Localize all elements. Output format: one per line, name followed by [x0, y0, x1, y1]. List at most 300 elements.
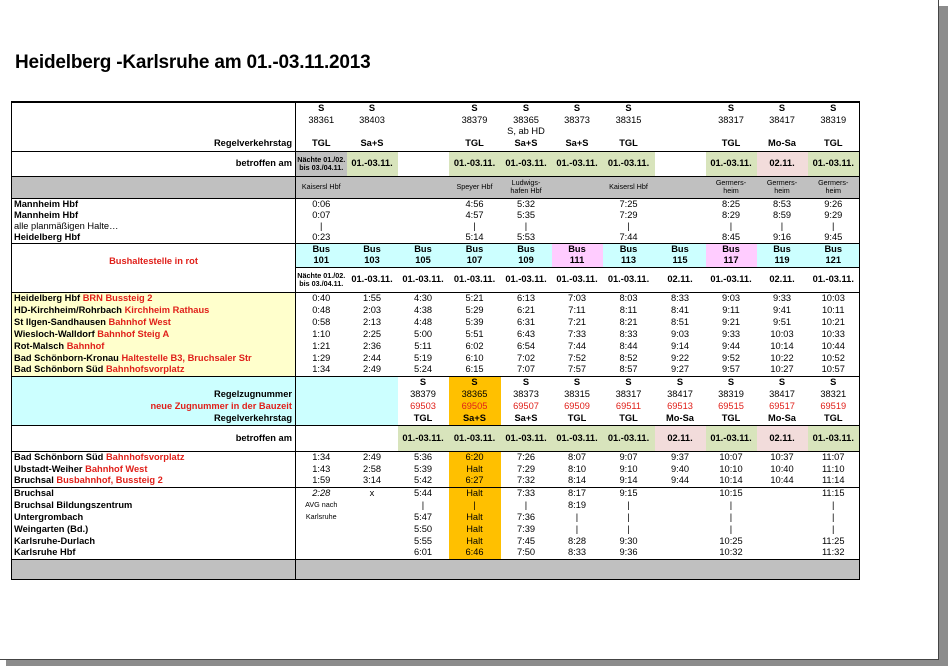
- time-value: |: [729, 523, 733, 534]
- time-value: 1:43: [312, 463, 331, 474]
- time-value: 10:32: [719, 547, 743, 558]
- time-value: 9:33: [757, 292, 808, 304]
- train-header-value: 38319: [718, 388, 744, 399]
- replacement-origin: Germers- heim: [808, 176, 860, 198]
- time-value: [757, 511, 808, 523]
- bus-label: Bus: [501, 243, 552, 255]
- train-type: S: [501, 102, 552, 114]
- time-value: 8:03: [603, 292, 655, 304]
- time-value: 5:53: [516, 231, 536, 242]
- replacement-origin: [552, 176, 603, 198]
- time-value: Halt: [449, 463, 501, 475]
- train-type: [398, 102, 449, 114]
- time-value: |: [627, 511, 630, 522]
- time-value: 9:45: [808, 232, 860, 244]
- time-value: 9:40: [670, 463, 690, 474]
- time-value: 5:32: [501, 198, 552, 210]
- time-value: |: [627, 220, 630, 231]
- time-value: 10:14: [770, 340, 794, 351]
- table-row: [12, 114, 860, 126]
- train-header-value: S: [501, 376, 552, 388]
- bus-number: 103: [347, 255, 398, 267]
- time-value: 9:30: [619, 535, 638, 546]
- bus-day: 01.-03.11.: [808, 267, 860, 292]
- affected-date: 01.-03.11.: [552, 151, 603, 176]
- time-value: 10:22: [770, 352, 794, 363]
- affected-date: 01.-03.11.: [603, 425, 655, 451]
- time-value: 10:57: [808, 364, 860, 376]
- train-header-value: S: [449, 376, 501, 388]
- train-type: S: [603, 102, 655, 114]
- time-value: 3:14: [362, 475, 382, 486]
- affected-date: [296, 425, 347, 451]
- train-header-value: 38417: [667, 388, 693, 399]
- train-header-value: S: [808, 376, 860, 388]
- station-label: Karlsruhe-Durlach: [14, 535, 96, 546]
- time-value: 5:36: [398, 451, 449, 463]
- train-header-value: 38315: [564, 388, 590, 399]
- replacement-origin: [655, 176, 706, 198]
- station-label: St Ilgen-Sandhausen: [14, 316, 106, 327]
- train-header-value: Mo-Sa: [655, 412, 706, 425]
- station-label: Bad Schönborn-Kronau: [14, 352, 119, 363]
- train-header-value: Sa+S: [449, 412, 501, 425]
- table-row: [12, 535, 860, 547]
- affected-date: 01.-03.11.: [706, 425, 757, 451]
- time-value: [347, 511, 398, 523]
- header-label: Regelverkehrstag: [12, 412, 296, 425]
- table-row: [12, 232, 860, 244]
- bus-label: Bus: [347, 243, 398, 255]
- time-value: 9:21: [721, 316, 741, 327]
- station-name: [12, 210, 296, 221]
- train-note: [398, 126, 449, 137]
- time-value: |: [473, 220, 476, 231]
- time-value: [398, 198, 449, 210]
- train-type: S: [296, 102, 347, 114]
- time-value: 7:26: [501, 451, 552, 463]
- time-value: 8:21: [619, 316, 638, 327]
- time-value: 5:29: [465, 304, 484, 315]
- time-value: [347, 547, 398, 559]
- time-value: 7:44: [567, 340, 587, 351]
- train-type: S: [757, 102, 808, 114]
- time-value: 9:36: [619, 547, 638, 558]
- time-value: |: [729, 220, 733, 231]
- table-cell: [12, 114, 296, 126]
- station-label: Karlsruhe Hbf: [14, 547, 76, 558]
- train-header-value: 69507: [513, 400, 539, 411]
- footer-bar: [449, 559, 501, 579]
- station-name: [12, 499, 296, 511]
- time-value: 7:07: [516, 364, 536, 375]
- bus-number: 111: [552, 255, 603, 267]
- time-value: 1:34: [296, 451, 347, 463]
- time-value: 1:10: [312, 328, 331, 339]
- time-value: |: [320, 220, 323, 231]
- bus-number: 107: [449, 255, 501, 267]
- train-header-value: TGL: [808, 412, 860, 425]
- affected-date: 01.-03.11.: [398, 425, 449, 451]
- time-value: 4:57: [465, 209, 484, 220]
- time-value: [655, 511, 706, 523]
- time-value: 0:40: [296, 292, 347, 304]
- train-header-value: S: [655, 376, 706, 388]
- time-value: 2:44: [362, 352, 382, 363]
- station-name: [12, 198, 296, 210]
- time-value: |: [524, 220, 528, 231]
- bus-stop-label: Busbahnhof, Bussteig 2: [56, 475, 163, 486]
- table-row: [12, 255, 860, 267]
- time-value: 5:39: [465, 316, 484, 327]
- table-row: [12, 316, 860, 328]
- train-note: [757, 126, 808, 137]
- time-value: 8:33: [567, 547, 587, 558]
- train-note: [347, 126, 398, 137]
- time-value: [655, 210, 706, 221]
- train-number: 38373: [564, 114, 590, 125]
- train-header-value: 38365: [449, 388, 501, 400]
- train-header-value: Mo-Sa: [757, 412, 808, 425]
- bus-day: 01.-03.11.: [706, 267, 757, 292]
- time-value: 0:23: [312, 231, 331, 242]
- time-value: 7:57: [567, 364, 587, 375]
- time-value: 9:14: [619, 475, 638, 486]
- time-value: 9:03: [670, 328, 690, 339]
- train-header-value: 38373: [513, 388, 539, 399]
- bus-day: Nächte 01./02. bis 03./04.11.: [296, 267, 347, 292]
- replacement-origin: Germers- heim: [706, 176, 757, 198]
- regel-day: TGL: [808, 137, 860, 151]
- bus-stop-label: Bahnhof Steig A: [97, 328, 170, 339]
- time-value: 9:22: [670, 352, 690, 363]
- time-value: 10:03: [808, 292, 860, 304]
- page-shadow-right: [939, 6, 948, 666]
- time-value: 6:46: [449, 547, 501, 559]
- bus-label: Bus: [296, 243, 347, 255]
- time-value: 10:14: [719, 475, 743, 486]
- bus-stop-label: Haltestelle B3, Bruchsaler Str: [121, 352, 252, 363]
- table-row: [12, 425, 860, 451]
- train-header-value: S: [398, 376, 449, 388]
- bus-number: 101: [296, 255, 347, 267]
- time-value: 8:19: [567, 499, 587, 510]
- station-name: [12, 511, 296, 523]
- time-value: [552, 198, 603, 210]
- train-header-value: [296, 412, 347, 425]
- station-label: Bad Schönborn Süd: [14, 451, 104, 462]
- affected-date: 02.11.: [757, 151, 808, 176]
- time-value: 7:33: [501, 487, 552, 499]
- time-value: [757, 547, 808, 559]
- train-header-value: 69509: [564, 400, 590, 411]
- train-header-value: S: [552, 376, 603, 388]
- time-value: [757, 487, 808, 499]
- time-value: 7:39: [516, 523, 536, 534]
- station-label: Wiesloch-Walldorf: [14, 328, 95, 339]
- time-value: [655, 523, 706, 535]
- footer-bar: [501, 559, 552, 579]
- station-name: [12, 304, 296, 316]
- time-value: 5:42: [413, 475, 433, 486]
- time-value: [296, 523, 347, 535]
- time-value: 9:52: [721, 352, 741, 363]
- train-header-value: 38417: [769, 388, 795, 399]
- time-value: 8:14: [567, 475, 587, 486]
- time-value: [296, 535, 347, 547]
- time-value: 8:29: [721, 209, 741, 220]
- train-type: S: [347, 102, 398, 114]
- time-value: 5:50: [413, 523, 433, 534]
- time-value: [655, 487, 706, 499]
- train-number: 38379: [461, 114, 488, 125]
- time-value: [655, 547, 706, 559]
- time-value: 10:03: [770, 328, 794, 339]
- bus-number: 119: [757, 255, 808, 267]
- station-label: HD-Kirchheim/Rohrbach: [14, 304, 122, 315]
- time-value: [398, 232, 449, 244]
- affected-date: [398, 151, 449, 176]
- time-value: 4:38: [413, 304, 433, 315]
- time-value: 10:11: [808, 304, 860, 316]
- train-number: 38365: [513, 114, 539, 125]
- train-header-value: S: [757, 376, 808, 388]
- affected-date: 01.-03.11.: [603, 151, 655, 176]
- table-cell: [12, 267, 296, 292]
- time-value: 9:29: [808, 210, 860, 221]
- time-value: 11:25: [808, 535, 860, 547]
- train-header-value: 69505: [449, 400, 501, 412]
- bus-stop-label: Bahnhof West: [85, 463, 148, 474]
- bus-label: Bus: [808, 243, 860, 255]
- train-header-value: 38321: [808, 388, 860, 400]
- time-value: 2:28: [296, 487, 347, 499]
- table-row: [12, 463, 860, 475]
- time-value: 10:37: [757, 451, 808, 463]
- affected-date: 02.11.: [655, 425, 706, 451]
- table-row: [12, 210, 860, 221]
- footer-bar: [12, 559, 296, 579]
- regel-day: Sa+S: [565, 138, 589, 149]
- time-value: 10:33: [808, 328, 860, 340]
- time-value: 2:58: [362, 463, 382, 474]
- table-row: [12, 451, 860, 463]
- time-value: |: [421, 499, 425, 510]
- table-row: [12, 340, 860, 352]
- time-value: 9:16: [772, 231, 792, 242]
- time-value: 8:28: [567, 535, 587, 546]
- bus-day: 01.-03.11.: [449, 267, 501, 292]
- bus-day: 02.11.: [655, 267, 706, 292]
- table-row: [12, 198, 860, 210]
- bus-day: 01.-03.11.: [501, 267, 552, 292]
- time-value: 4:48: [413, 316, 433, 327]
- bus-number: 117: [706, 255, 757, 267]
- footer-bar: [398, 559, 449, 579]
- time-value: |: [729, 499, 733, 510]
- bus-number: 109: [501, 255, 552, 267]
- time-value: |: [808, 523, 860, 535]
- time-value: 5:21: [449, 292, 501, 304]
- time-value: 9:37: [655, 451, 706, 463]
- station-label: Weingarten (Bd.): [14, 523, 89, 534]
- bus-stop-label: Bahnhofsvorplatz: [105, 364, 185, 375]
- time-value: 6:10: [465, 352, 484, 363]
- time-value: 8:11: [619, 304, 638, 315]
- header-label: Regelzugnummer: [12, 388, 296, 400]
- train-number: 38417: [769, 114, 795, 125]
- station-label: Mannheim Hbf: [14, 209, 79, 220]
- time-value: 10:15: [706, 487, 757, 499]
- footer-bar: [655, 559, 706, 579]
- bus-day: 01.-03.11.: [347, 267, 398, 292]
- time-value: 7:03: [552, 292, 603, 304]
- affected-date: [347, 425, 398, 451]
- affected-date: 01.-03.11.: [501, 425, 552, 451]
- betroffen-label: betroffen am: [12, 151, 296, 176]
- table-row: [12, 352, 860, 364]
- table-row: [12, 267, 860, 292]
- time-value: |: [627, 499, 630, 510]
- replacement-origin: Ludwigs- hafen Hbf: [501, 176, 552, 198]
- time-value: 8:41: [670, 304, 690, 315]
- footer-bar: [552, 559, 603, 579]
- station-label: Untergrombach: [14, 511, 84, 522]
- train-header-value: TGL: [706, 412, 757, 425]
- time-value: 10:44: [808, 340, 860, 352]
- train-header-value: 69511: [615, 400, 642, 411]
- time-value: 5:19: [413, 352, 433, 363]
- time-value: 9:44: [721, 340, 741, 351]
- station-name: [12, 232, 296, 244]
- station-label: Bruchsal: [14, 475, 54, 486]
- bus-stop-label: Bahnhof: [66, 340, 105, 351]
- table-row: [12, 292, 860, 304]
- replacement-origin: Kaisersl Hbf: [603, 176, 655, 198]
- train-number: 38361: [308, 114, 335, 125]
- time-value: [655, 499, 706, 511]
- table-row: [12, 376, 860, 388]
- station-name: [12, 316, 296, 328]
- time-value: 11:32: [808, 547, 860, 559]
- station-name: [12, 523, 296, 535]
- affected-date: 01.-03.11.: [706, 151, 757, 176]
- bus-legend: Bushaltestelle in rot: [12, 255, 296, 267]
- regel-day: [655, 137, 706, 151]
- footer-bar: [757, 559, 808, 579]
- bus-number: 115: [655, 255, 706, 267]
- station-name: [12, 292, 296, 304]
- station-name: [12, 221, 296, 232]
- bus-day: 01.-03.11.: [603, 267, 655, 292]
- bus-label: Bus: [552, 243, 603, 255]
- time-value: 10:21: [808, 316, 860, 328]
- train-header-value: Sa+S: [501, 412, 552, 425]
- time-value: 5:47: [413, 511, 433, 522]
- time-value: 6:15: [465, 364, 484, 375]
- time-value: 6:02: [465, 340, 484, 351]
- time-value: 0:48: [312, 304, 331, 315]
- affected-date: 01.-03.11.: [808, 425, 860, 451]
- time-value: [398, 210, 449, 221]
- train-note: [552, 126, 603, 137]
- train-header-value: [296, 400, 347, 412]
- time-value: 5:00: [413, 328, 433, 339]
- station-name: [12, 547, 296, 559]
- time-value: 11:15: [808, 487, 860, 499]
- train-header-value: 69519: [808, 400, 860, 412]
- bus-number: 113: [603, 255, 655, 267]
- time-value: [655, 198, 706, 210]
- affected-date: 01.-03.11.: [808, 151, 860, 176]
- bus-label: Bus: [449, 243, 501, 255]
- table-row: [12, 559, 860, 579]
- table-row: [12, 487, 860, 499]
- time-value: 1:55: [347, 292, 398, 304]
- time-value: |: [780, 220, 784, 231]
- affected-date: 01.-03.11.: [347, 151, 398, 176]
- time-value: 10:40: [770, 463, 794, 474]
- time-value: 6:20: [449, 451, 501, 463]
- time-value: 9:26: [808, 198, 860, 210]
- train-header-value: [296, 376, 347, 388]
- table-row: [12, 243, 860, 255]
- time-value: 9:51: [772, 316, 792, 327]
- time-value: [552, 221, 603, 232]
- train-header-value: [347, 400, 398, 412]
- time-value: 7:29: [516, 463, 536, 474]
- time-value: 5:55: [413, 535, 433, 546]
- time-value: 7:44: [619, 231, 638, 242]
- time-value: 10:52: [808, 352, 860, 364]
- train-number: 38403: [359, 114, 385, 125]
- time-value: 5:51: [465, 328, 484, 339]
- time-value: 10:10: [719, 463, 743, 474]
- time-value: 8:44: [619, 340, 638, 351]
- table-row: [12, 137, 860, 151]
- table-row: [12, 126, 860, 137]
- affected-date: 01.-03.11.: [552, 425, 603, 451]
- time-value: [347, 221, 398, 232]
- time-value: 10:44: [770, 475, 794, 486]
- time-value: [347, 535, 398, 547]
- time-value: [347, 523, 398, 535]
- time-value: 7:21: [567, 316, 587, 327]
- table-row: [12, 176, 860, 198]
- time-value: 6:21: [516, 304, 536, 315]
- time-value: 9:41: [772, 304, 792, 315]
- bus-label: Bus: [398, 243, 449, 255]
- time-value: AVG nach: [305, 500, 338, 509]
- train-note: [808, 126, 860, 137]
- time-value: |: [449, 499, 501, 511]
- betroffen-label: betroffen am: [12, 425, 296, 451]
- time-value: 8:10: [567, 463, 587, 474]
- train-header-value: [347, 376, 398, 388]
- train-type: S: [808, 102, 860, 114]
- bus-label: Bus: [655, 243, 706, 255]
- timetable: [11, 101, 860, 580]
- station-name: [12, 463, 296, 475]
- time-value: 5:39: [413, 463, 433, 474]
- footer-bar: [347, 559, 398, 579]
- table-row: [12, 328, 860, 340]
- time-value: [296, 547, 347, 559]
- train-type: S: [449, 102, 501, 114]
- header-label: neue Zugnummer in der Bauzeit: [12, 400, 296, 412]
- regel-day: Sa+S: [360, 138, 384, 149]
- time-value: [655, 535, 706, 547]
